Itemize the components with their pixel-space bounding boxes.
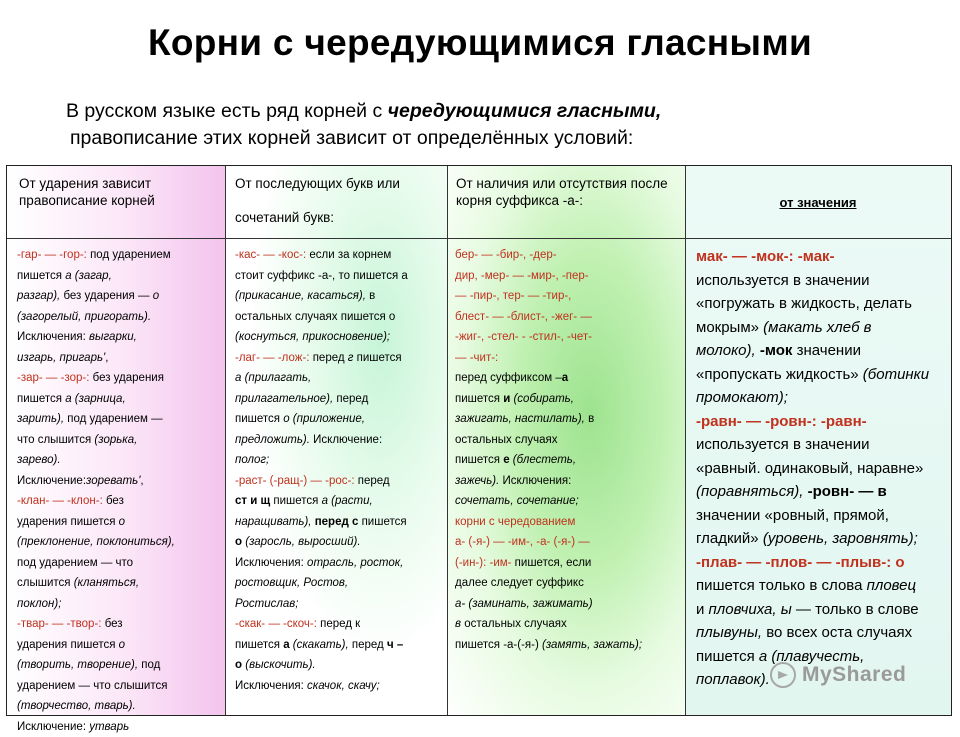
text-segment: (преклонение, поклониться), <box>17 536 175 548</box>
text-segment: о <box>119 516 125 528</box>
text-segment: без <box>106 495 124 507</box>
text-segment: а (загар, <box>65 270 112 282</box>
text-segment: а (зарница, <box>65 393 125 405</box>
text-line <box>17 696 175 717</box>
text-line <box>17 532 175 553</box>
text-segment: пишется, если <box>511 557 591 569</box>
root-marker: -скак- — -скоч-: <box>235 618 320 630</box>
text-line <box>455 348 642 369</box>
root-marker: -равн- — -ровн-: -равн- <box>696 413 867 430</box>
text-line <box>455 553 642 574</box>
header-stress: От ударения зависит правописание корней <box>19 175 219 209</box>
text-segment: пловец <box>867 577 916 594</box>
text-line <box>455 573 642 594</box>
root-marker: -твар- — -твор-: <box>17 618 105 630</box>
text-segment: а (прилагать, <box>235 372 311 384</box>
root-marker: (-ин-): -им- <box>455 557 511 569</box>
text-line <box>455 307 642 328</box>
text-segment: полог; <box>235 454 269 466</box>
header-letters-line2: сочетаний букв: <box>235 209 440 226</box>
text-line <box>17 553 175 574</box>
text-segment: (уровень, заровнять); <box>763 530 918 547</box>
text-line <box>235 532 408 553</box>
text-segment: зоревать' <box>86 475 140 487</box>
text-segment: перед суффиксом – <box>455 372 562 384</box>
text-segment: перед с <box>315 516 362 528</box>
root-marker: -плав- — -плов- — -плыв-: о <box>696 554 905 571</box>
text-segment: г <box>348 352 357 364</box>
text-segment: под ударением <box>90 249 171 261</box>
text-line <box>696 245 929 269</box>
text-segment: прилагательное), <box>235 393 336 405</box>
text-segment: зажечь). <box>455 475 503 487</box>
text-segment: во всех оста случаях <box>766 624 912 641</box>
text-segment: «равный. одинаковый, наравне» <box>696 460 923 477</box>
text-line <box>696 598 929 622</box>
text-line <box>17 491 175 512</box>
text-segment: перед <box>358 475 390 487</box>
text-line <box>696 527 929 551</box>
text-segment: о <box>153 290 159 302</box>
text-segment: промокают); <box>696 389 788 406</box>
text-line <box>696 363 929 387</box>
text-line <box>696 457 929 481</box>
text-line <box>235 594 408 615</box>
text-segment: Исключение: <box>313 434 382 446</box>
text-segment: слышится <box>17 577 74 589</box>
text-line <box>235 266 408 287</box>
text-segment: остальных случаях <box>464 618 567 630</box>
text-segment: остальных случаях <box>455 434 558 446</box>
text-line <box>17 389 175 410</box>
text-line <box>696 410 929 434</box>
text-segment: зажигать, настилать), <box>455 413 588 425</box>
text-segment: ударения пишется <box>17 516 119 528</box>
text-segment: утварь <box>89 721 129 733</box>
text-segment: ст и щ <box>235 495 273 507</box>
text-line <box>235 512 408 533</box>
root-marker: -раст- (-ращ-) — -рос-: <box>235 475 358 487</box>
root-marker: бер- — -бир-, -дер- <box>455 249 557 261</box>
text-line <box>455 491 642 512</box>
text-line <box>17 286 175 307</box>
text-segment: а (расти, <box>322 495 373 507</box>
root-marker: блест- — -блист-, -жег- — <box>455 311 592 323</box>
text-segment: используется в значении <box>696 272 869 289</box>
text-segment: молоко), <box>696 342 760 359</box>
text-segment: пишется только в слова <box>696 577 867 594</box>
text-segment: «пропускать жидкость» <box>696 366 863 383</box>
text-line <box>696 621 929 645</box>
page-title: Корни с чередующимися гласными <box>0 22 960 64</box>
text-line <box>455 409 642 430</box>
text-line <box>235 491 408 512</box>
text-segment: (поравняться), <box>696 483 808 500</box>
text-segment: Исключение: <box>17 475 86 487</box>
text-segment: поплавок). <box>696 671 770 688</box>
root-marker: -гар- — -гор-: <box>17 249 90 261</box>
text-segment: остальных случаях пишется о <box>235 311 395 323</box>
text-line <box>235 430 408 451</box>
text-line <box>455 266 642 287</box>
text-line <box>17 368 175 389</box>
text-segment: под ударением — что <box>17 557 133 569</box>
text-segment: (творчество, тварь). <box>17 700 136 712</box>
text-segment: сочетать, сочетание; <box>455 495 579 507</box>
text-segment: что слышится <box>17 434 94 446</box>
text-segment: (блестеть, <box>513 454 576 466</box>
text-segment: наращивать), <box>235 516 315 528</box>
text-segment: а <box>562 372 568 384</box>
text-line <box>17 635 175 656</box>
text-line <box>17 655 175 676</box>
text-line <box>455 450 642 471</box>
text-segment: значении «ровный, прямой, <box>696 507 889 524</box>
text-line <box>235 655 408 676</box>
text-line <box>455 635 642 656</box>
text-segment: о (приложение, <box>283 413 365 425</box>
text-segment: о <box>235 659 245 671</box>
text-line <box>455 614 642 635</box>
header-letters-line1: От последующих букв или <box>235 176 400 191</box>
text-segment: пишется <box>17 393 65 405</box>
text-segment: пишется <box>696 648 759 665</box>
text-line <box>696 269 929 293</box>
text-segment: (ботинки <box>863 366 929 383</box>
intro-emphasis: чередующимися гласными, <box>388 100 662 122</box>
header-meaning: от значения <box>685 194 951 211</box>
text-segment: ударением — что слышится <box>17 680 167 692</box>
header-letters <box>235 175 440 226</box>
text-segment: пишется <box>362 516 407 528</box>
text-line <box>455 286 642 307</box>
text-segment: пишется -а-(-я-) <box>455 639 542 651</box>
text-segment: перед к <box>320 618 360 630</box>
text-segment: пишется <box>273 495 321 507</box>
header-divider <box>7 238 951 239</box>
text-segment: -мок <box>760 342 797 359</box>
text-segment: ч – <box>387 639 403 651</box>
text-segment: под ударением — <box>67 413 162 425</box>
text-segment: «погружать в жидкость, делать <box>696 295 912 312</box>
text-line <box>455 389 642 410</box>
text-segment: в <box>455 618 464 630</box>
text-segment: (коснуться, прикосновение); <box>235 331 390 343</box>
text-segment: пишется <box>235 413 283 425</box>
watermark-text: MyShared <box>802 663 906 687</box>
text-line <box>17 266 175 287</box>
text-segment: перед <box>313 352 348 364</box>
root-marker: -кас- — -кос-: <box>235 249 309 261</box>
text-segment: ростовщик, Ростов, <box>235 577 348 589</box>
text-segment: а- (заминать, зажимать) <box>455 598 593 610</box>
text-segment: плывуны, <box>696 624 766 641</box>
text-segment: ударения пишется <box>17 639 119 651</box>
text-segment: Исключения: <box>17 331 89 343</box>
text-line <box>235 553 408 574</box>
root-marker: а- (-я-) — -им-, -а- (-я-) — <box>455 536 590 548</box>
text-segment: (замять, зажать); <box>542 639 642 651</box>
intro-text <box>66 98 661 152</box>
text-line <box>235 286 408 307</box>
text-segment: скачок, скачу; <box>307 680 380 692</box>
text-line <box>235 614 408 635</box>
rules-table <box>6 165 952 716</box>
text-segment: пловчиха, ы <box>709 601 796 618</box>
text-line <box>696 316 929 340</box>
text-segment: -ровн- — в <box>808 483 887 500</box>
root-marker: -лаг- — -лож-: <box>235 352 313 364</box>
text-segment: — только в слове <box>796 601 919 618</box>
text-line <box>455 594 642 615</box>
header-suffix: От наличия или отсутствия после корня суффикса -а-: <box>456 175 681 209</box>
text-line <box>696 551 929 575</box>
text-segment: , <box>140 475 143 487</box>
text-line <box>235 573 408 594</box>
text-segment: Исключения: <box>235 557 307 569</box>
text-segment: пишется <box>357 352 402 364</box>
text-segment: а <box>283 639 293 651</box>
text-segment: без ударения — <box>63 290 152 302</box>
text-segment: в <box>588 413 594 425</box>
text-line <box>235 409 408 430</box>
text-line <box>455 430 642 451</box>
text-line <box>455 512 642 533</box>
text-segment: значении <box>797 342 861 359</box>
text-segment: пишется <box>17 270 65 282</box>
text-line <box>455 532 642 553</box>
text-segment: Ростислав; <box>235 598 299 610</box>
text-segment: Исключения: <box>503 475 572 487</box>
text-segment: перед <box>336 393 368 405</box>
text-line <box>17 512 175 533</box>
text-segment: (макать хлеб в <box>763 319 871 336</box>
text-line <box>17 676 175 697</box>
text-line <box>235 327 408 348</box>
text-segment: (творить, творение), <box>17 659 141 671</box>
intro-line2: правописание этих корней зависит от определённых условий: <box>66 125 661 152</box>
text-segment: поклон); <box>17 598 61 610</box>
text-segment: если за корнем <box>309 249 391 261</box>
intro-part1: В русском языке есть ряд корней с <box>66 100 388 122</box>
text-segment: о <box>119 639 125 651</box>
text-segment: Исключение: <box>17 721 89 733</box>
column-divider <box>685 166 686 715</box>
text-line <box>696 339 929 363</box>
text-line <box>696 433 929 457</box>
text-line <box>235 450 408 471</box>
text-segment: е <box>503 454 513 466</box>
text-segment: , <box>105 352 108 364</box>
root-marker: — -чит-: <box>455 352 498 364</box>
text-segment: а (плавучесть, <box>759 648 864 665</box>
text-line <box>455 368 642 389</box>
text-segment: и <box>503 393 513 405</box>
text-line <box>17 430 175 451</box>
text-segment: зарево). <box>17 454 61 466</box>
text-line <box>17 450 175 471</box>
text-segment: Исключения: <box>235 680 307 692</box>
text-line <box>17 471 175 492</box>
text-line <box>235 307 408 328</box>
text-line <box>17 327 175 348</box>
text-segment: разгар), <box>17 290 63 302</box>
root-marker: -клан- — -клон-: <box>17 495 106 507</box>
text-segment: (выскочить). <box>245 659 315 671</box>
text-segment: пишется <box>455 393 503 405</box>
root-marker: -жиг-, -стел- - -стил-, -чет- <box>455 331 592 343</box>
text-segment: стоит суффикс -а-, то пишется а <box>235 270 408 282</box>
text-line <box>455 245 642 266</box>
text-line <box>455 327 642 348</box>
text-segment: о <box>235 536 245 548</box>
text-segment: перед <box>352 639 387 651</box>
text-segment: предложить). <box>235 434 313 446</box>
text-line <box>235 368 408 389</box>
text-segment: выгарки, <box>89 331 137 343</box>
text-segment: пишется <box>235 639 283 651</box>
text-line <box>17 573 175 594</box>
text-segment: изгарь, пригарь' <box>17 352 105 364</box>
text-segment: (заросль, выросший). <box>245 536 360 548</box>
text-segment: используется в значении <box>696 436 869 453</box>
text-segment: (собирать, <box>513 393 573 405</box>
text-line <box>17 614 175 635</box>
cell-suffix-rules <box>455 245 642 655</box>
text-line <box>696 292 929 316</box>
text-line <box>235 471 408 492</box>
text-segment: пишется <box>455 454 503 466</box>
text-segment: без <box>105 618 123 630</box>
text-line <box>235 389 408 410</box>
text-line <box>696 386 929 410</box>
text-line <box>235 348 408 369</box>
text-line <box>235 245 408 266</box>
root-marker: мак- — -мок-: -мак- <box>696 248 835 265</box>
text-line <box>235 676 408 697</box>
cell-meaning-rules <box>696 245 929 692</box>
text-line <box>455 471 642 492</box>
text-line <box>696 480 929 504</box>
text-segment: (скакать), <box>293 639 352 651</box>
text-segment: и <box>696 601 709 618</box>
text-segment: в <box>369 290 375 302</box>
root-marker: -зар- — -зор-: <box>17 372 93 384</box>
text-line <box>696 574 929 598</box>
text-segment: под <box>141 659 160 671</box>
text-segment: зарить), <box>17 413 67 425</box>
text-segment: (кланяться, <box>74 577 139 589</box>
text-segment: далее следует суффикс <box>455 577 584 589</box>
text-line <box>17 409 175 430</box>
text-line <box>17 594 175 615</box>
myshared-logo-icon <box>770 662 796 688</box>
text-line <box>17 245 175 266</box>
text-segment: (зорька, <box>94 434 137 446</box>
cell-letters-rules <box>235 245 408 696</box>
text-line <box>17 307 175 328</box>
text-segment: без ударения <box>93 372 164 384</box>
root-marker: — -пир-, тер- — -тир-, <box>455 290 571 302</box>
root-marker: корни с чередованием <box>455 516 575 528</box>
text-segment: отрасль, росток, <box>307 557 403 569</box>
column-divider <box>447 166 448 715</box>
text-segment: (загорелый, пригорать). <box>17 311 151 323</box>
text-segment: (прикасание, касаться), <box>235 290 369 302</box>
cell-stress-rules <box>17 245 175 737</box>
text-segment: гладкий» <box>696 530 763 547</box>
text-segment: мокрым» <box>696 319 763 336</box>
text-line <box>696 504 929 528</box>
text-line <box>235 635 408 656</box>
text-line <box>17 348 175 369</box>
root-marker: дир, -мер- — -мир-, -пер- <box>455 270 589 282</box>
column-divider <box>225 166 226 715</box>
